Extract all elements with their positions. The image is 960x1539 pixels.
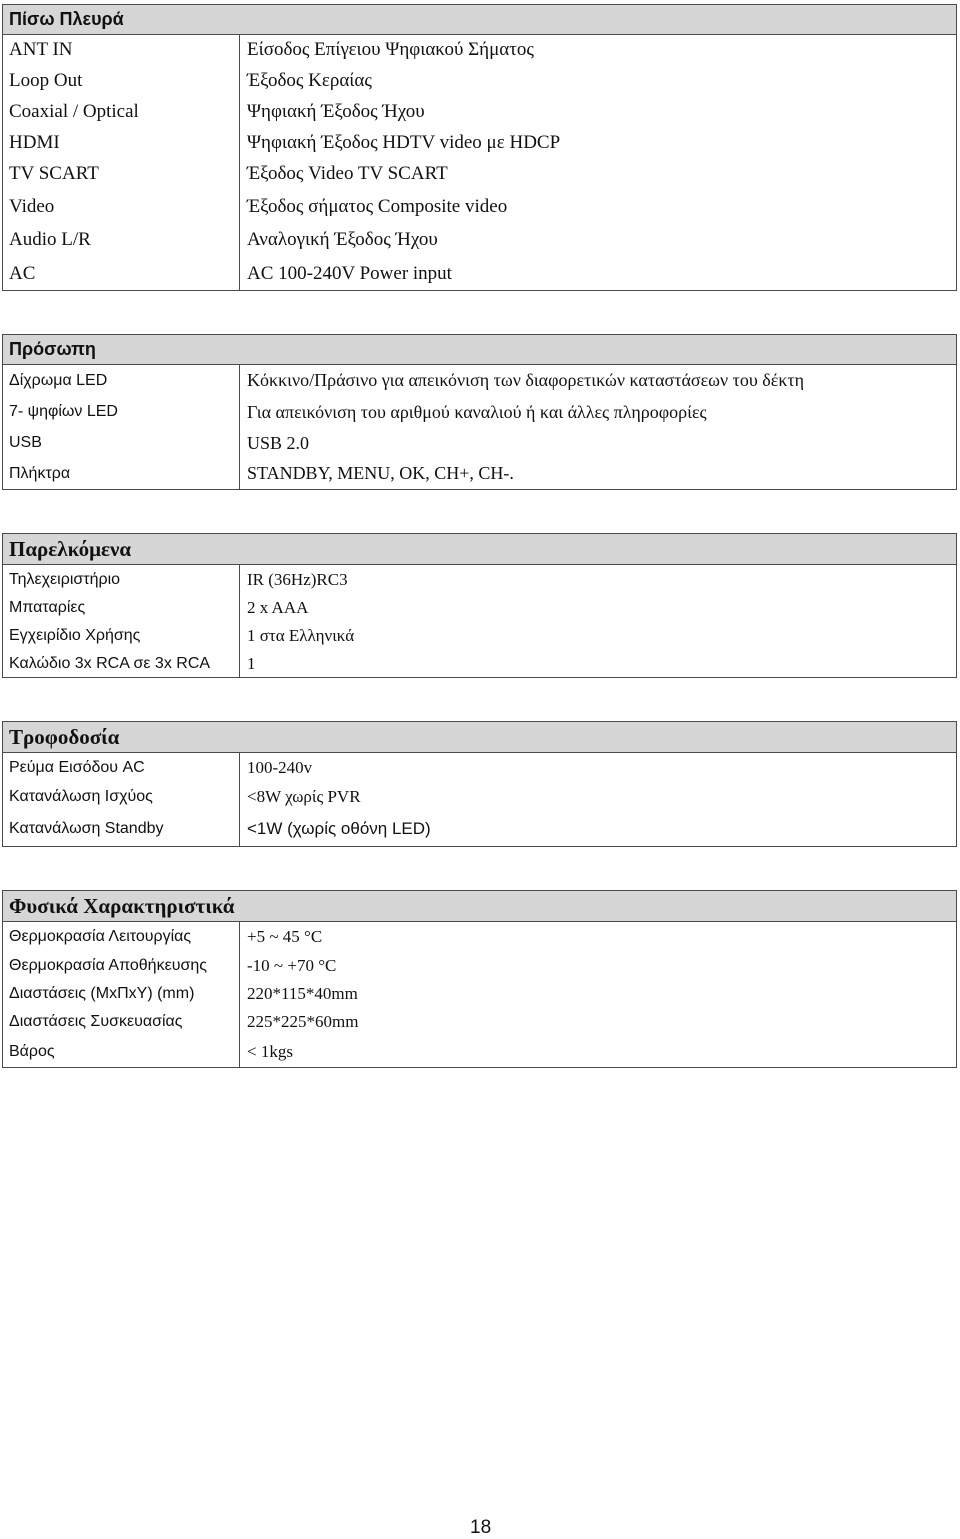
spec-row (3, 35, 956, 65)
spec-row (3, 565, 956, 594)
spec-value: Κόκκινο/Πράσινο για απεικόνιση των διαφορετικών καταστάσεων του δέκτη (247, 370, 805, 390)
spec-row (3, 127, 956, 158)
spec-value: <1W (χωρίς οθόνη LED) (247, 818, 431, 838)
section-title: Τροφοδοσία (3, 722, 956, 753)
section-title: Φυσικά Χαρακτηριστικά (3, 891, 956, 922)
spec-row (3, 190, 956, 223)
spec-value: Είσοδος Επίγειου Ψηφιακού Σήματος (247, 39, 534, 60)
spec-label: Καλώδιο 3x RCA σε 3x RCA (3, 650, 240, 677)
spec-value: <8W χωρίς PVR (247, 787, 361, 806)
spec-label: Video (3, 190, 240, 223)
spec-row (3, 622, 956, 650)
spec-table-body (3, 753, 956, 846)
spec-value: 2 x AAA (247, 598, 309, 617)
spec-table-accessories (2, 533, 957, 678)
spec-label: Βάρος (3, 1036, 240, 1067)
spec-label: 7- ψηφίων LED (3, 396, 240, 428)
spec-table-body (3, 365, 956, 489)
spec-value: < 1kgs (247, 1041, 293, 1061)
spec-row (3, 753, 956, 783)
spec-row (3, 783, 956, 811)
spec-label: Τηλεχειριστήριο (3, 565, 240, 594)
section-title: Παρελκόμενα (3, 534, 956, 565)
spec-value: STANDBY, MENU, OK, CH+, CH-. (247, 463, 514, 483)
spec-row (3, 158, 956, 190)
spec-label: Coaxial / Optical (3, 96, 240, 127)
spec-label: ANT IN (3, 35, 240, 65)
spec-row (3, 1008, 956, 1036)
section-title: Πρόσωπη (3, 335, 956, 365)
spec-label: TV SCART (3, 158, 240, 190)
spec-value: Ψηφιακή Έξοδος Ήχου (247, 100, 425, 122)
spec-value: 220*115*40mm (247, 984, 358, 1003)
spec-row (3, 365, 956, 396)
spec-row (3, 65, 956, 96)
spec-label: Μπαταρίες (3, 594, 240, 622)
spec-label: Θερμοκρασία Λειτουργίας (3, 922, 240, 952)
spec-label: Κατανάλωση Ισχύος (3, 783, 240, 811)
spec-row (3, 223, 956, 257)
spec-value: USB 2.0 (247, 432, 310, 453)
spec-value: 100-240v (247, 758, 313, 777)
spec-label: Κατανάλωση Standby (3, 811, 240, 846)
spec-label: AC (3, 257, 240, 290)
spec-row (3, 428, 956, 458)
page-number: 18 (470, 1517, 492, 1538)
spec-value: 1 στα Ελληνικά (247, 626, 355, 645)
spec-row (3, 650, 956, 677)
spec-label: HDMI (3, 127, 240, 158)
spec-row (3, 96, 956, 127)
spec-row (3, 594, 956, 622)
spec-row (3, 1036, 956, 1067)
spec-label: Διαστάσεις Συσκευασίας (3, 1008, 240, 1036)
spec-table-body (3, 565, 956, 677)
section-title: Πίσω Πλευρά (3, 5, 956, 35)
spec-value: Αναλογική Έξοδος Ήχου (247, 229, 438, 250)
spec-label: Audio L/R (3, 223, 240, 257)
spec-row (3, 811, 956, 846)
spec-table-power (2, 721, 957, 847)
spec-row (3, 396, 956, 428)
spec-row (3, 922, 956, 952)
spec-value: 1 (247, 653, 256, 673)
spec-label: Πλήκτρα (3, 458, 240, 489)
spec-label: Διαστάσεις (MxΠxY) (mm) (3, 980, 240, 1008)
spec-value: Έξοδος Video TV SCART (247, 163, 448, 184)
spec-table-front-panel (2, 334, 957, 490)
spec-table-body (3, 922, 956, 1067)
spec-table-physical (2, 890, 957, 1068)
spec-label: Θερμοκρασία Αποθήκευσης (3, 952, 240, 980)
spec-value: +5 ~ 45 °C (247, 927, 323, 946)
spec-value: IR (36Hz)RC3 (247, 569, 348, 589)
spec-row (3, 980, 956, 1008)
spec-table-body (3, 35, 956, 290)
spec-value: -10 ~ +70 °C (247, 956, 337, 975)
spec-table-rear-panel (2, 4, 957, 291)
spec-row (3, 952, 956, 980)
spec-label: Loop Out (3, 65, 240, 96)
spec-row (3, 257, 956, 290)
spec-value: Έξοδος σήματος Composite video (247, 195, 508, 217)
spec-value: 225*225*60mm (247, 1012, 359, 1031)
spec-value: Για απεικόνιση του αριθμού καναλιού ή και άλλες πληροφορίες (247, 401, 707, 422)
spec-value: AC 100-240V Power input (247, 262, 452, 284)
spec-value: Ψηφιακή Έξοδος HDTV video με HDCP (247, 131, 561, 153)
spec-label: Δίχρωμα LED (3, 365, 240, 396)
spec-row (3, 458, 956, 489)
spec-value: Έξοδος Κεραίας (247, 69, 372, 91)
spec-label: Ρεύμα Εισόδου AC (3, 753, 240, 783)
spec-label: USB (3, 428, 240, 458)
spec-label: Εγχειρίδιο Χρήσης (3, 622, 240, 650)
